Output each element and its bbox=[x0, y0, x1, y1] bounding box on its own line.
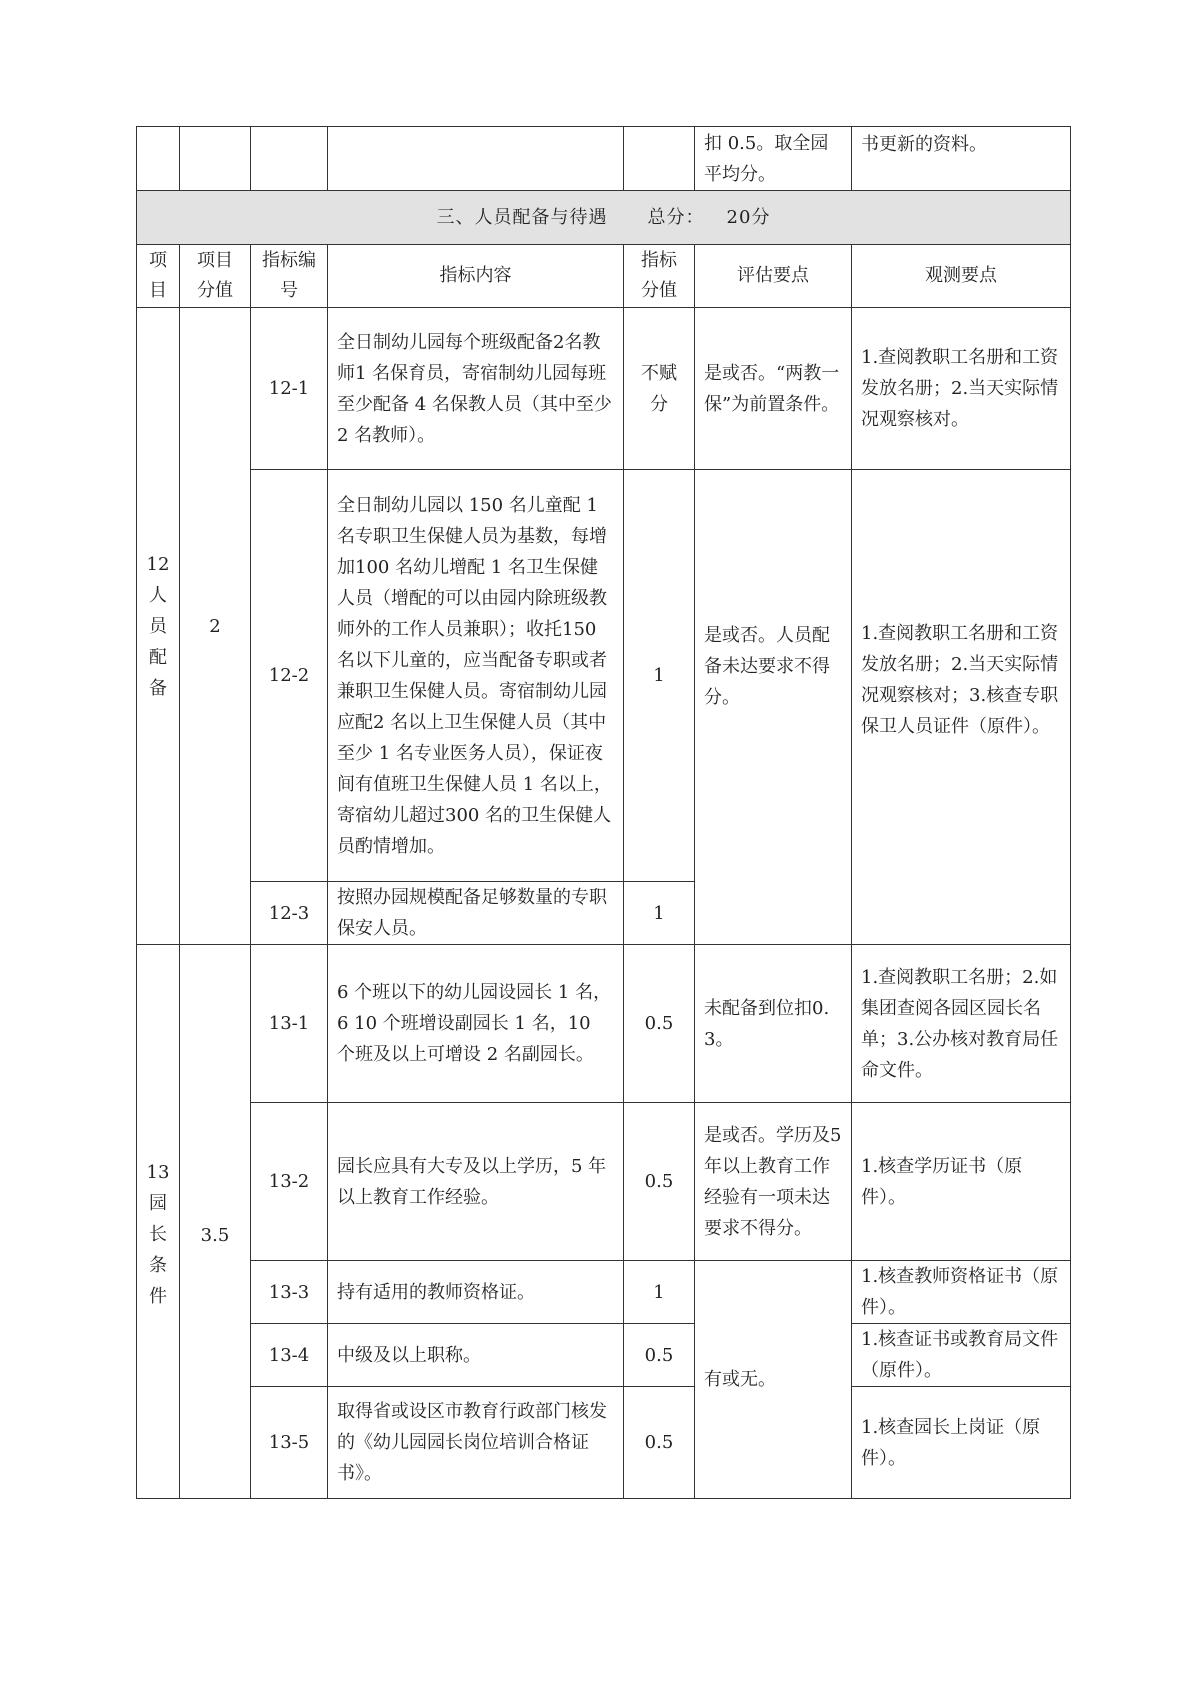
observe-points: 1.查阅教职工名册；2.如集团查阅各园区园长名单；3.公办核对教育局任命文件。 bbox=[852, 945, 1071, 1103]
empty-cell bbox=[624, 127, 695, 191]
group-char: 长 bbox=[149, 1224, 167, 1245]
index-score: 0.5 bbox=[624, 1387, 695, 1499]
eval-points: 未配备到位扣0.3。 bbox=[695, 945, 852, 1103]
section-title-row bbox=[137, 191, 1071, 245]
group-char: 员 bbox=[149, 615, 167, 637]
table-row bbox=[137, 1387, 1071, 1499]
observe-points: 1.查阅教职工名册和工资发放名册；2.当天实际情况观察核对。 bbox=[852, 308, 1071, 470]
index-score: 1 bbox=[624, 882, 695, 945]
observe-points: 1.查阅教职工名册和工资发放名册；2.当天实际情况观察核对；3.核查专职保卫人员证件（原件）。 bbox=[852, 470, 1071, 945]
empty-cell bbox=[180, 127, 251, 191]
index-score: 不赋分 bbox=[624, 308, 695, 470]
observe-points: 1.核查证书或教育局文件（原件）。 bbox=[852, 1324, 1071, 1387]
index-code: 13-3 bbox=[251, 1261, 328, 1324]
header-index-no: 指标编号 bbox=[251, 245, 328, 308]
group-char: 配 bbox=[149, 646, 167, 668]
index-score: 0.5 bbox=[624, 1103, 695, 1261]
header-eval-points: 评估要点 bbox=[695, 245, 852, 308]
evaluation-table bbox=[136, 126, 1071, 1499]
eval-points: 是或否。人员配备未达要求不得分。 bbox=[695, 470, 852, 945]
eval-points: 是或否。“两教一保”为前置条件。 bbox=[695, 308, 852, 470]
table-row bbox=[137, 470, 1071, 882]
index-code: 13-4 bbox=[251, 1324, 328, 1387]
group-char: 人 bbox=[149, 584, 167, 606]
observe-points: 1.核查园长上岗证（原件）。 bbox=[852, 1387, 1071, 1499]
table-row bbox=[137, 1103, 1071, 1261]
header-index-score: 指标分值 bbox=[624, 245, 695, 308]
index-content: 全日制幼儿园每个班级配备2名教师1 名保育员，寄宿制幼儿园每班至少配备 4 名保教人员（其中至少 2 名教师）。 bbox=[328, 308, 624, 470]
group-char: 园 bbox=[149, 1193, 167, 1214]
index-content: 全日制幼儿园以 150 名儿童配 1 名专职卫生保健人员为基数，每增加100 名幼儿增配 1 名卫生保健人员（增配的可以由园内除班级教师外的工作人员兼职）；收托150名以下儿童的，应当配备专职或者兼职卫生保健人员。寄宿制幼儿园应配2 名以上卫生保健人员（其中至少 1 名专业医务人员），保证夜间有值班卫生保健人员 1 名以上，寄宿幼儿超过300 名的卫生保健人员酌情增加。 bbox=[328, 470, 624, 882]
index-content: 持有适用的教师资格证。 bbox=[328, 1261, 624, 1324]
header-item-score: 项目分值 bbox=[180, 245, 251, 308]
section-score-value: 20分 bbox=[726, 207, 771, 228]
table-row bbox=[137, 308, 1071, 470]
eval-cell: 扣 0.5。取全园平均分。 bbox=[695, 127, 852, 191]
observe-cell: 书更新的资料。 bbox=[852, 127, 1071, 191]
index-content: 6 个班以下的幼儿园设园长 1 名，6 10 个班增设副园长 1 名，10 个班及以上可增设 2 名副园长。 bbox=[328, 945, 624, 1103]
group-char: 件 bbox=[149, 1286, 167, 1307]
empty-cell bbox=[137, 127, 180, 191]
group-12-title bbox=[137, 308, 180, 945]
index-code: 12-2 bbox=[251, 470, 328, 882]
index-code: 13-1 bbox=[251, 945, 328, 1103]
index-content: 中级及以上职称。 bbox=[328, 1324, 624, 1387]
index-code: 13-2 bbox=[251, 1103, 328, 1261]
group-score: 3.5 bbox=[180, 945, 251, 1499]
table-row bbox=[137, 1261, 1071, 1324]
group-13-title bbox=[137, 945, 180, 1499]
section-title bbox=[137, 191, 1071, 245]
header-row bbox=[137, 245, 1071, 308]
index-score: 1 bbox=[624, 1261, 695, 1324]
index-content: 取得省或设区市教育行政部门核发的《幼儿园园长岗位培训合格证书》。 bbox=[328, 1387, 624, 1499]
index-content: 园长应具有大专及以上学历，5 年以上教育工作经验。 bbox=[328, 1103, 624, 1261]
index-code: 13-5 bbox=[251, 1387, 328, 1499]
index-score: 0.5 bbox=[624, 1324, 695, 1387]
header-observe-points: 观测要点 bbox=[852, 245, 1071, 308]
group-number: 13 bbox=[146, 1162, 170, 1183]
continuation-row bbox=[137, 127, 1071, 191]
group-number: 12 bbox=[146, 553, 170, 575]
observe-points: 1.核查教师资格证书（原件）。 bbox=[852, 1261, 1071, 1324]
index-score: 1 bbox=[624, 470, 695, 882]
group-char: 条 bbox=[149, 1255, 167, 1276]
table-row bbox=[137, 1324, 1071, 1387]
index-code: 12-1 bbox=[251, 308, 328, 470]
section-score-label: 总分： bbox=[647, 207, 705, 228]
empty-cell bbox=[328, 127, 624, 191]
observe-points: 1.核查学历证书（原件）。 bbox=[852, 1103, 1071, 1261]
index-content: 按照办园规模配备足够数量的专职保安人员。 bbox=[328, 882, 624, 945]
eval-points: 有或无。 bbox=[695, 1261, 852, 1499]
table-row bbox=[137, 945, 1071, 1103]
index-code: 12-3 bbox=[251, 882, 328, 945]
group-score: 2 bbox=[180, 308, 251, 945]
group-char: 备 bbox=[149, 677, 167, 699]
header-item: 项目 bbox=[137, 245, 180, 308]
section-name: 三、人员配备与待遇 bbox=[436, 207, 608, 228]
empty-cell bbox=[251, 127, 328, 191]
header-index-content: 指标内容 bbox=[328, 245, 624, 308]
eval-points: 是或否。学历及5年以上教育工作经验有一项未达要求不得分。 bbox=[695, 1103, 852, 1261]
index-score: 0.5 bbox=[624, 945, 695, 1103]
